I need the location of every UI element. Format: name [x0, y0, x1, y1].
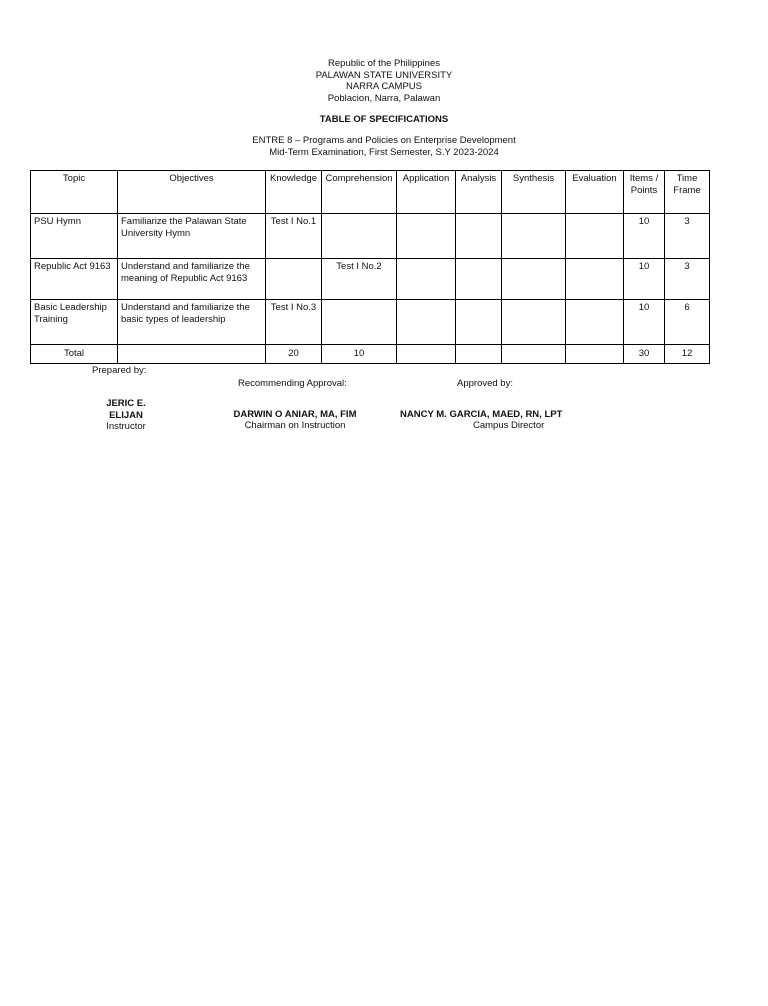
total-analysis — [456, 345, 502, 364]
prepared-by-label: Prepared by: — [92, 365, 147, 376]
cell-knowledge: Test I No.1 — [266, 214, 322, 259]
header-synthesis: Synthesis — [502, 171, 566, 214]
recommender-role: Chairman on Instruction — [244, 420, 346, 431]
header-analysis: Analysis — [456, 171, 502, 214]
total-evaluation — [566, 345, 624, 364]
header-comprehension: Comprehension — [322, 171, 397, 214]
cell-comprehension — [322, 214, 397, 259]
total-comprehension: 10 — [322, 345, 397, 364]
document-header — [0, 58, 768, 104]
header-country: Republic of the Philippines — [328, 58, 440, 69]
cell-time-frame: 3 — [665, 259, 710, 300]
cell-objective: Familiarize the Palawan State University Hymn — [118, 214, 266, 259]
table-header-row — [31, 171, 710, 214]
cell-objective: Understand and familiarize the meaning of Republic Act 9163 — [118, 259, 266, 300]
cell-topic: Republic Act 9163 — [31, 259, 118, 300]
recommender-name: DARWIN O ANIAR, MA, FIM — [233, 409, 357, 420]
total-items-points: 30 — [624, 345, 665, 364]
header-application: Application — [397, 171, 456, 214]
cell-comprehension — [322, 300, 397, 345]
cell-synthesis — [502, 259, 566, 300]
header-university: PALAWAN STATE UNIVERSITY — [315, 69, 453, 81]
total-knowledge: 20 — [266, 345, 322, 364]
total-row — [31, 345, 710, 364]
recommender-signature-block — [215, 409, 375, 431]
header-evaluation: Evaluation — [566, 171, 624, 214]
total-synthesis — [502, 345, 566, 364]
exam-title: Mid-Term Examination, First Semester, S.Y 2023-2024 — [269, 147, 499, 158]
approver-name: NANCY M. GARCIA, MAED, RN, LPT — [400, 409, 563, 420]
cell-time-frame: 6 — [665, 300, 710, 345]
total-time-frame: 12 — [665, 345, 710, 364]
cell-application — [397, 214, 456, 259]
table-row — [31, 259, 710, 300]
cell-analysis — [456, 300, 502, 345]
preparer-name-line1: JERIC E. — [106, 398, 146, 409]
cell-synthesis — [502, 300, 566, 345]
document-title: TABLE OF SPECIFICATIONS — [319, 114, 449, 125]
header-objectives: Objectives — [118, 171, 266, 214]
cell-items-points: 10 — [624, 214, 665, 259]
cell-items-points: 10 — [624, 259, 665, 300]
total-label: Total — [31, 345, 118, 364]
header-time-frame: Time Frame — [665, 171, 710, 214]
header-address: Poblacion, Narra, Palawan — [327, 92, 441, 104]
header-campus: NARRA CAMPUS — [345, 81, 422, 92]
recommending-approval-label: Recommending Approval: — [238, 378, 347, 389]
cell-application — [397, 259, 456, 300]
preparer-name-line2: ELIJAN — [109, 409, 143, 421]
total-application — [397, 345, 456, 364]
cell-evaluation — [566, 259, 624, 300]
preparer-signature-block — [86, 398, 166, 433]
cell-analysis — [456, 214, 502, 259]
cell-comprehension: Test I No.2 — [322, 259, 397, 300]
cell-topic: Basic Leadership Training — [31, 300, 118, 345]
preparer-role: Instructor — [106, 421, 146, 432]
cell-synthesis — [502, 214, 566, 259]
table-row — [31, 300, 710, 345]
cell-time-frame: 3 — [665, 214, 710, 259]
header-knowledge: Knowledge — [266, 171, 322, 214]
cell-items-points: 10 — [624, 300, 665, 345]
header-topic: Topic — [31, 171, 118, 214]
total-objectives — [118, 345, 266, 364]
cell-evaluation — [566, 300, 624, 345]
course-title: ENTRE 8 – Programs and Policies on Enterprise Development — [252, 135, 516, 146]
cell-knowledge: Test I No.3 — [266, 300, 322, 345]
cell-knowledge — [266, 259, 322, 300]
cell-objective: Understand and familiarize the basic types of leadership — [118, 300, 266, 345]
document-subtitle — [0, 135, 768, 159]
cell-application — [397, 300, 456, 345]
approver-role: Campus Director — [473, 420, 545, 431]
cell-evaluation — [566, 214, 624, 259]
header-items-points: Items / Points — [624, 171, 665, 214]
approved-by-label: Approved by: — [457, 378, 513, 389]
table-row — [31, 214, 710, 259]
cell-topic: PSU Hymn — [31, 214, 118, 259]
specifications-table — [30, 170, 710, 364]
cell-analysis — [456, 259, 502, 300]
